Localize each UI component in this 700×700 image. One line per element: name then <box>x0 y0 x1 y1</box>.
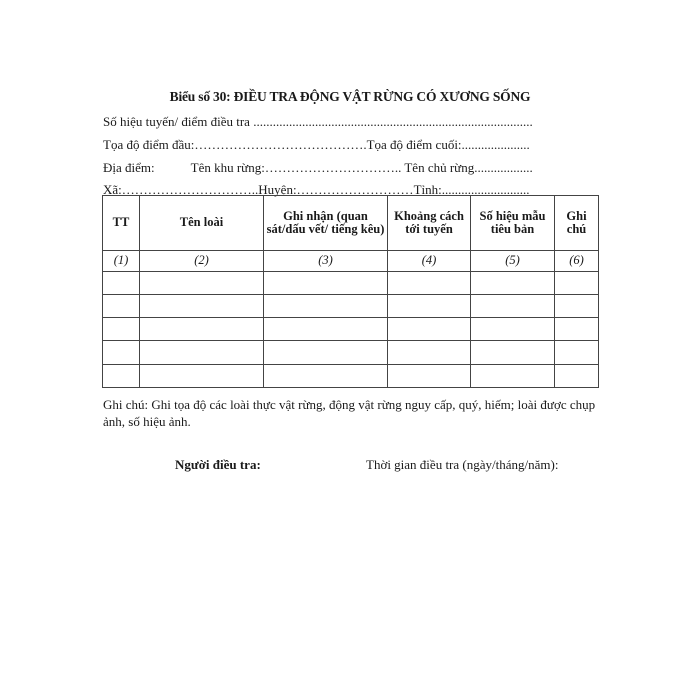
header-specimen-id: Số hiệu mẫu tiêu bản <box>471 196 555 251</box>
col-number: (6) <box>555 250 599 271</box>
table-cell[interactable] <box>103 341 140 364</box>
forest-area-field: Tên khu rừng:………………………….. <box>190 160 402 175</box>
table-cell[interactable] <box>264 364 388 387</box>
end-coordinate-field: Tọa độ điểm cuối:..................... <box>366 137 530 152</box>
table-row <box>103 295 599 318</box>
survey-line-id-field: Số hiệu tuyến/ điểm điều tra ...................................................................................... <box>103 114 533 129</box>
header-species-name: Tên loài <box>140 196 264 251</box>
col-number: (3) <box>264 250 388 271</box>
table-cell[interactable] <box>140 364 264 387</box>
table-cell[interactable] <box>555 364 599 387</box>
table-row <box>103 271 599 294</box>
table-cell[interactable] <box>555 271 599 294</box>
table-cell[interactable] <box>471 364 555 387</box>
header-distance: Khoảng cách tới tuyến <box>388 196 471 251</box>
district-field: Huyện:……………………… <box>258 182 414 197</box>
table-cell[interactable] <box>140 271 264 294</box>
investigator-label: Người điều tra: <box>175 457 261 472</box>
survey-date-label: Thời gian điều tra (ngày/tháng/năm): <box>366 457 559 472</box>
table-cell[interactable] <box>388 341 471 364</box>
table-row <box>103 341 599 364</box>
table-cell[interactable] <box>103 364 140 387</box>
table-row <box>103 318 599 341</box>
table-cell[interactable] <box>555 341 599 364</box>
form-title: Biểu số 30: ĐIỀU TRA ĐỘNG VẬT RỪNG CÓ XƯƠNG SỐNG <box>169 89 531 104</box>
col-number: (5) <box>471 250 555 271</box>
table-cell[interactable] <box>388 271 471 294</box>
table-cell[interactable] <box>103 271 140 294</box>
table-cell[interactable] <box>555 318 599 341</box>
survey-table <box>102 195 599 388</box>
commune-field: Xã:………………………….. <box>103 182 259 197</box>
header-record: Ghi nhận (quan sát/dấu vết/ tiếng kêu) <box>264 196 388 251</box>
coordinates-row <box>103 137 530 153</box>
table-cell[interactable] <box>140 295 264 318</box>
location-label: Địa điểm: <box>103 160 155 175</box>
col-number: (2) <box>140 250 264 271</box>
table-cell[interactable] <box>388 364 471 387</box>
table-cell[interactable] <box>264 341 388 364</box>
table-cell[interactable] <box>140 341 264 364</box>
table-cell[interactable] <box>388 295 471 318</box>
table-cell[interactable] <box>103 295 140 318</box>
table-cell[interactable] <box>264 271 388 294</box>
table-cell[interactable] <box>471 295 555 318</box>
col-number: (1) <box>103 250 140 271</box>
col-number: (4) <box>388 250 471 271</box>
start-coordinate-field: Tọa độ điểm đầu:…………………………………. <box>103 137 367 152</box>
table-cell[interactable] <box>471 341 555 364</box>
table-cell[interactable] <box>103 318 140 341</box>
forest-owner-field: Tên chủ rừng.................. <box>404 160 533 175</box>
header-note: Ghi chú <box>555 196 599 251</box>
province-field: Tỉnh:........................... <box>413 182 530 197</box>
table-cell[interactable] <box>555 295 599 318</box>
table-header-row <box>103 196 599 251</box>
table-cell[interactable] <box>264 295 388 318</box>
location-row <box>103 160 533 176</box>
table-cell[interactable] <box>140 318 264 341</box>
table-number-row <box>103 250 599 271</box>
header-tt: TT <box>103 196 140 251</box>
table-cell[interactable] <box>471 271 555 294</box>
table-cell[interactable] <box>388 318 471 341</box>
table-cell[interactable] <box>264 318 388 341</box>
table-cell[interactable] <box>471 318 555 341</box>
table-row <box>103 364 599 387</box>
footnote: Ghi chú: Ghi tọa độ các loài thực vật rừng, động vật rừng nguy cấp, quý, hiếm; loài được chụp ảnh, số hiệu ảnh. <box>103 397 596 429</box>
